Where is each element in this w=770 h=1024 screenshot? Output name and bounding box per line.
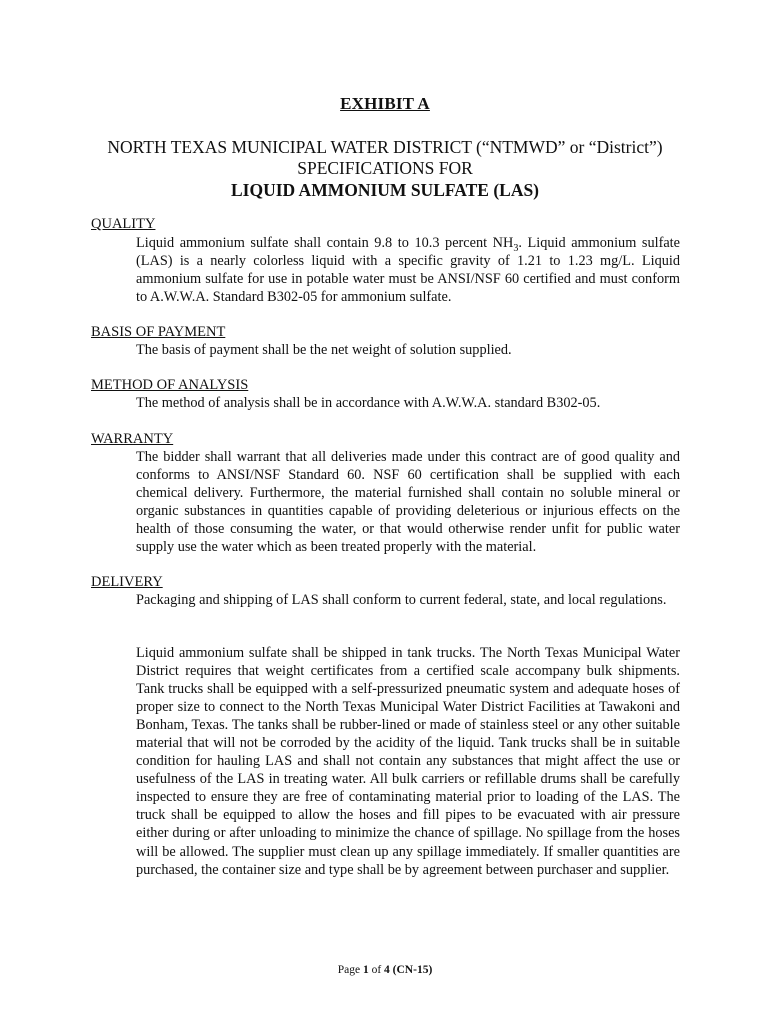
product-heading: LIQUID AMMONIUM SULFATE (LAS) [230,180,540,200]
quality-text-before: Liquid ammonium sulfate shall contain 9.8 to 10.3 percent NH [136,235,514,251]
footer-page-current: 1 [362,964,369,976]
basis-of-payment-paragraph: The basis of payment shall be the net weight of solution supplied. [136,342,512,358]
method-of-analysis-paragraph: The method of analysis shall be in accordance with A.W.W.A. standard B302-05. [136,395,601,411]
footer-page-total: 4 [384,964,390,976]
delivery-paragraph-2: Liquid ammonium sulfate shall be shipped in tank trucks. The North Texas Municipal Water District requires that weight certificates from a certified scale accompany bulk shipments. Tank trucks shall be equipped with a self-pressurized pneumatic system and adequate hoses of proper size to connect to the North Texas Municipal Water District Facilities at Tawakoni and Bonham, Texas. The tanks shall be rubber-lined or made of stainless steel or any other suitable material that will not be corroded by the acidity of the liquid. Tank trucks shall be in suitable condition for hauling LAS and shall not contain any substances that might affect the use or usefulness of the LAS in treating water. All bulk carriers or refillable drums shall be carefully inspected to ensure they are free of contaminating material prior to loading of the LAS. The truck shall be equipped to allow the hoses and fill pipes to be evacuated with air pressure either during or after unloading to minimize the chance of spillage. No spillage from the hoses will be allowed. The supplier must clean up any spillage immediately. If smaller quantities are purchased, the container size and type shall be by agreement between purchaser and supplier. [136,645,680,878]
delivery-paragraph-1: Packaging and shipping of LAS shall conform to current federal, state, and local regulations. [136,592,667,608]
district-name-heading: NORTH TEXAS MUNICIPAL WATER DISTRICT (“NTMWD” or “District”) [107,137,663,157]
basis-of-payment-section-title: BASIS OF PAYMENT [91,324,226,340]
quality-paragraph [136,234,680,306]
delivery-section-title: DELIVERY [91,574,163,590]
quality-formula-subscript: 3 [513,242,519,254]
quality-section-title: QUALITY [91,216,156,232]
specifications-heading: SPECIFICATIONS FOR [297,158,473,178]
footer-doc-code: (CN-15) [392,964,433,976]
warranty-paragraph: The bidder shall warrant that all deliveries made under this contract are of good quality and conforms to ANSI/NSF Standard 60. NSF 60 certification shall be supplied with each chemical delivery. Furthermore, the material furnished shall contain no soluble mineral or organic substances in quantities capable of providing deleterious or injurious effects on the health of those consuming the water, or that would otherwise render unfit for public water supply use the water which as been treated properly with the material. [136,449,680,556]
warranty-section-title: WARRANTY [91,431,174,447]
footer-page-word: Page [337,964,361,976]
footer-of-word: of [371,964,382,976]
method-of-analysis-section-title: METHOD OF ANALYSIS [91,377,249,393]
page-footer [0,964,770,976]
quality-text-after: . Liquid ammonium sulfate (LAS) is a nearly colorless liquid with a specific gravity of 1.21 to 1.23 mg/L. Liquid ammonium sulfate for use in potable water must be ANSI/NSF 60 certified and must conform to A.W.W.A. Standard B302-05 for ammonium sulfate. [136,235,680,306]
exhibit-title: EXHIBIT A [340,94,430,113]
